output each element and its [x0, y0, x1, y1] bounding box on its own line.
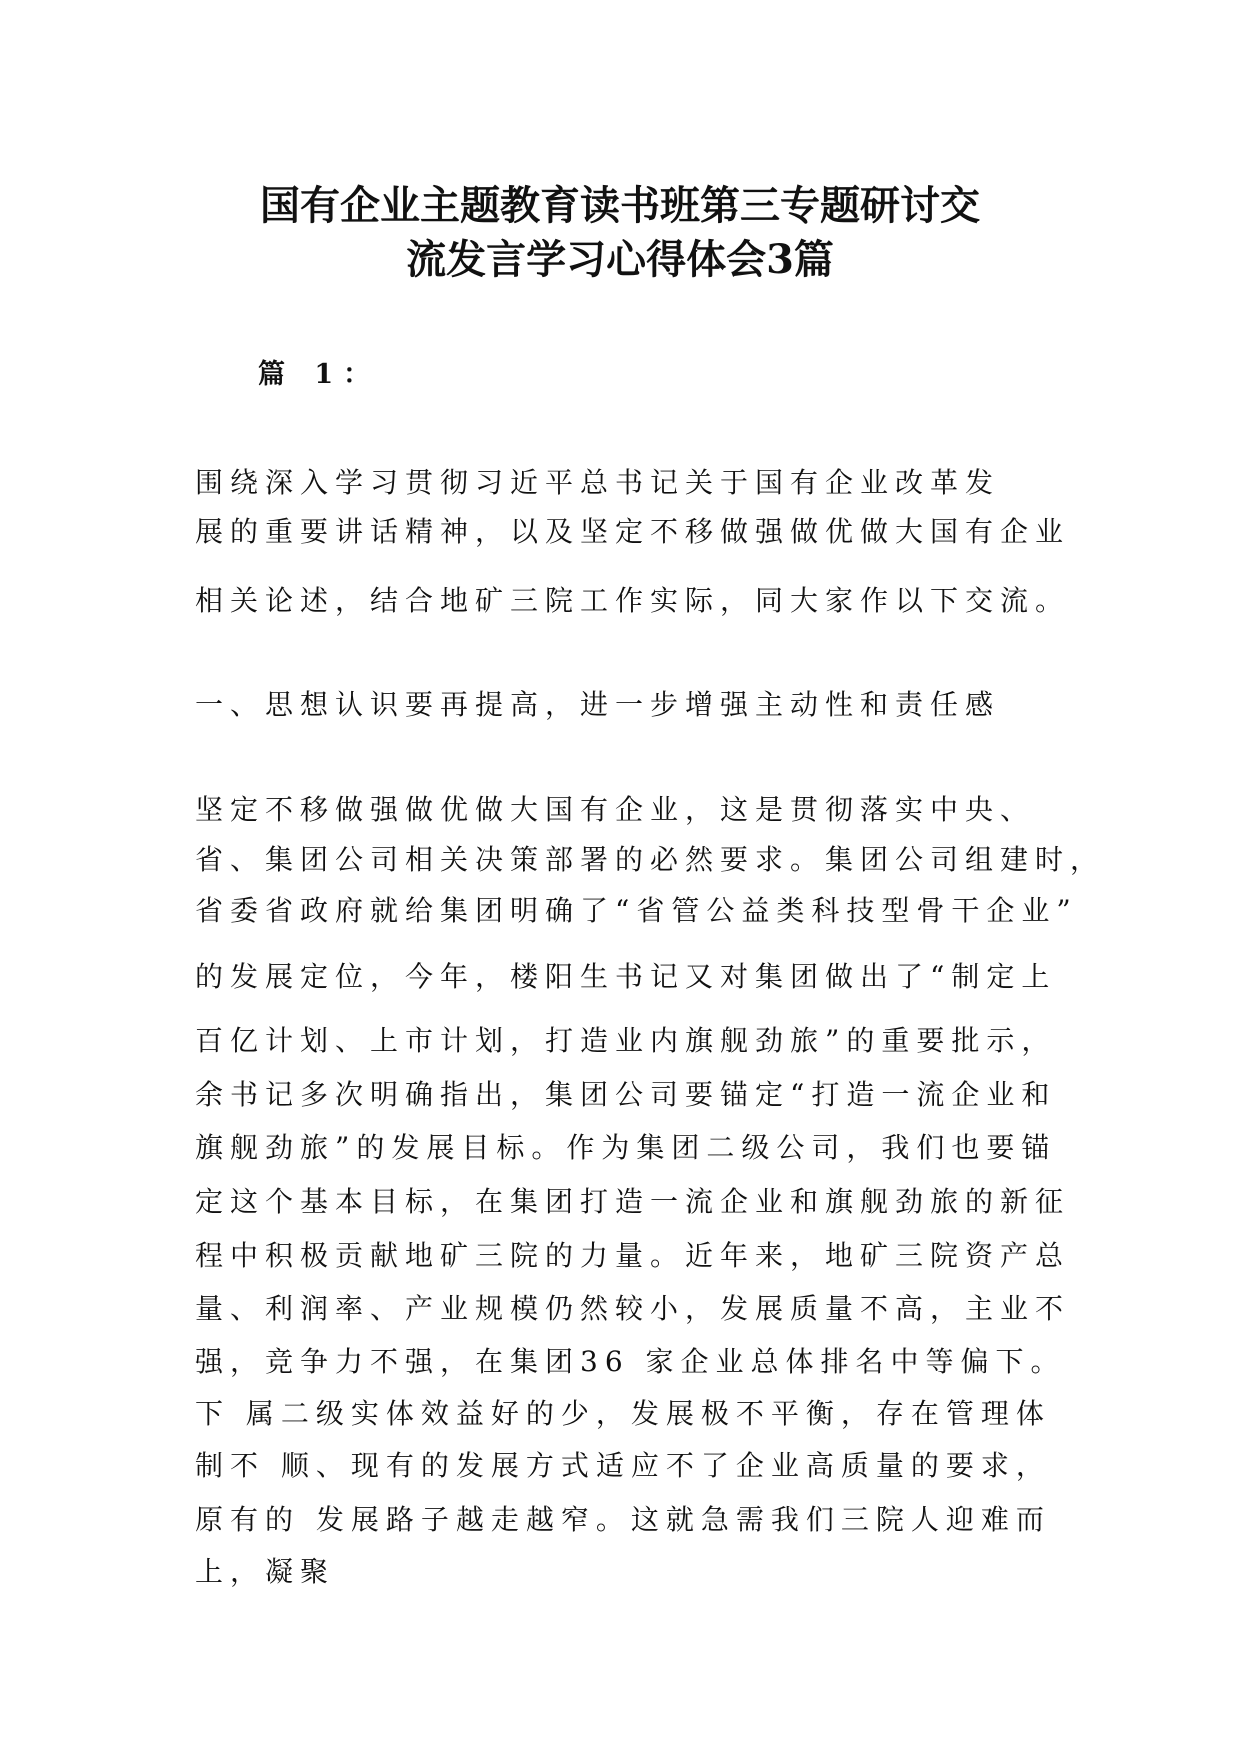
document-title-line-1: 国有企业主题教育读书班第三专题研讨交 [260, 182, 980, 229]
paragraph-3-line-4: 的发展定位，今年，楼阳生书记又对集团做出了“制定上 [195, 960, 1057, 993]
paragraph-3-line-5: 百亿计划、上市计划，打造业内旗舰劲旅”的重要批示， [195, 1024, 1057, 1057]
paragraph-3-line-12: 下 属二级实体效益好的少，发展极不平衡，存在管理体 [195, 1397, 1051, 1430]
subheading-1: 一、思想认识要再提高，进一步增强主动性和责任感 [195, 688, 1001, 721]
paragraph-3-line-11: 强，竞争力不强，在集团36 家企业总体排名中等偏下。 [195, 1345, 1066, 1378]
paragraph-1-line-2: 展的重要讲话精神，以及坚定不移做强做优做大国有企业 [195, 515, 1071, 548]
paragraph-3-line-1: 坚定不移做强做优做大国有企业，这是贯彻落实中央、 [195, 793, 1036, 826]
paragraph-1-line-3: 相关论述，结合地矿三院工作实际，同大家作以下交流。 [195, 584, 1071, 617]
paragraph-3-line-2: 省、集团公司相关决策部署的必然要求。集团公司组建时， [195, 843, 1106, 876]
paragraph-3-line-9: 程中积极贡献地矿三院的力量。近年来，地矿三院资产总 [195, 1239, 1071, 1272]
section-label: 篇 1： [258, 359, 381, 390]
paragraph-3-line-13: 制不 顺、现有的发展方式适应不了企业高质量的要求， [195, 1449, 1051, 1482]
paragraph-3-line-14: 原有的 发展路子越走越窄。这就急需我们三院人迎难而 [195, 1503, 1051, 1536]
paragraph-3-line-15: 上，凝聚 [195, 1555, 336, 1588]
document-title-line-2: 流发言学习心得体会3篇 [406, 236, 834, 283]
paragraph-3-line-8: 定这个基本目标，在集团打造一流企业和旗舰劲旅的新征 [195, 1185, 1071, 1218]
paragraph-3-line-10: 量、利润率、产业规模仍然较小，发展质量不高，主业不 [195, 1292, 1071, 1325]
paragraph-3-line-6: 余书记多次明确指出，集团公司要锚定“打造一流企业和 [195, 1078, 1057, 1111]
paragraph-3-line-7: 旗舰劲旅”的发展目标。作为集团二级公司，我们也要锚 [195, 1131, 1057, 1164]
paragraph-1-line-1: 围绕深入学习贯彻习近平总书记关于国有企业改革发 [195, 466, 1001, 499]
paragraph-3-line-3: 省委省政府就给集团明确了“省管公益类科技型骨干企业” [195, 894, 1078, 927]
